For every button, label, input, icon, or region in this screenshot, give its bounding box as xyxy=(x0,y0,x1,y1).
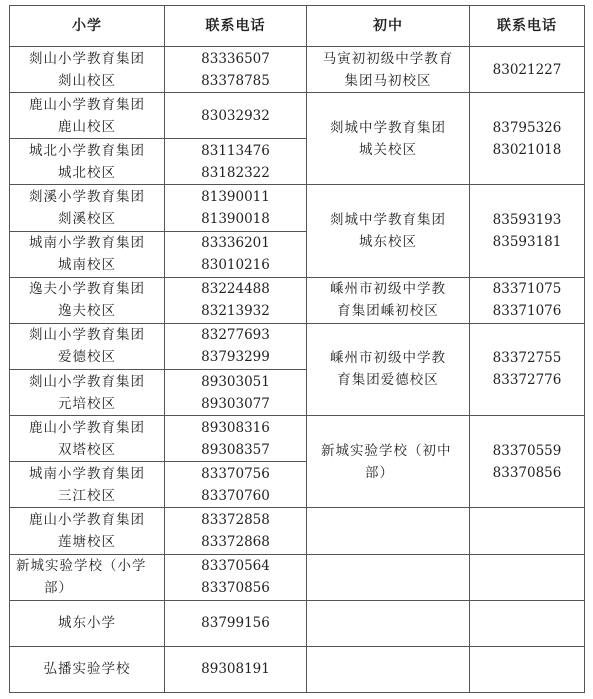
primary-school-name: 新城实验学校（小学 部） xyxy=(10,554,165,600)
middle-school-name: 剡城中学教育集团 城东校区 xyxy=(307,185,470,277)
middle-school-name: 嵊州市初级中学教 育集团嵊初校区 xyxy=(307,277,470,323)
middle-school-phone: 83593193 83593181 xyxy=(470,185,585,277)
middle-school-phone: 83371075 83371076 xyxy=(470,277,585,323)
primary-school-phone: 83224488 83213932 xyxy=(165,277,307,323)
table-row xyxy=(10,416,585,462)
primary-school-phone: 83113476 83182322 xyxy=(165,139,307,185)
header-primary-phone: 联系电话 xyxy=(165,6,307,47)
header-middle-phone: 联系电话 xyxy=(470,6,585,47)
primary-school-name: 剡山小学教育集团 剡山校区 xyxy=(10,47,165,93)
empty-cell xyxy=(470,646,585,692)
middle-school-phone: 83372755 83372776 xyxy=(470,323,585,415)
empty-cell xyxy=(307,554,470,600)
empty-cell xyxy=(470,554,585,600)
table-row xyxy=(10,47,585,93)
primary-school-phone: 83336507 83378785 xyxy=(165,47,307,93)
primary-school-phone: 83372858 83372868 xyxy=(165,508,307,554)
primary-school-name: 城北小学教育集团 城北校区 xyxy=(10,139,165,185)
primary-school-name: 鹿山小学教育集团 鹿山校区 xyxy=(10,93,165,139)
primary-school-name: 弘播实验学校 xyxy=(10,646,165,692)
primary-school-name: 鹿山小学教育集团 莲塘校区 xyxy=(10,508,165,554)
table-row xyxy=(10,508,585,554)
header-middle: 初中 xyxy=(307,6,470,47)
primary-school-name: 鹿山小学教育集团 双塔校区 xyxy=(10,416,165,462)
table-row xyxy=(10,600,585,646)
empty-cell xyxy=(307,600,470,646)
primary-school-phone: 89308316 89308357 xyxy=(165,416,307,462)
table-row xyxy=(10,323,585,369)
primary-school-name: 城南小学教育集团 三江校区 xyxy=(10,462,165,508)
middle-school-name: 新城实验学校（初中 部） xyxy=(307,416,470,508)
table-row xyxy=(10,277,585,323)
primary-school-name: 城南小学教育集团 城南校区 xyxy=(10,231,165,277)
middle-school-name: 剡城中学教育集团 城关校区 xyxy=(307,93,470,185)
school-contact-table xyxy=(9,5,585,693)
table-row xyxy=(10,93,585,139)
empty-cell xyxy=(470,600,585,646)
primary-school-phone: 83032932 xyxy=(165,93,307,139)
primary-school-name: 逸夫小学教育集团 逸夫校区 xyxy=(10,277,165,323)
middle-school-phone: 83370559 83370856 xyxy=(470,416,585,508)
primary-school-name: 剡山小学教育集团 爱德校区 xyxy=(10,323,165,369)
table-row xyxy=(10,554,585,600)
empty-cell xyxy=(307,646,470,692)
table-row xyxy=(10,646,585,692)
header-primary: 小学 xyxy=(10,6,165,47)
primary-school-name: 剡溪小学教育集团 剡溪校区 xyxy=(10,185,165,231)
primary-school-phone: 83799156 xyxy=(165,600,307,646)
primary-school-name: 剡山小学教育集团 元培校区 xyxy=(10,369,165,415)
middle-school-phone: 83795326 83021018 xyxy=(470,93,585,185)
primary-school-phone: 89303051 89303077 xyxy=(165,369,307,415)
primary-school-phone: 83370564 83370856 xyxy=(165,554,307,600)
primary-school-name: 城东小学 xyxy=(10,600,165,646)
empty-cell xyxy=(470,508,585,554)
middle-school-name: 马寅初初级中学教育 集团马初校区 xyxy=(307,47,470,93)
primary-school-phone: 83336201 83010216 xyxy=(165,231,307,277)
middle-school-name: 嵊州市初级中学教 育集团爱德校区 xyxy=(307,323,470,415)
primary-school-phone: 83370756 83370760 xyxy=(165,462,307,508)
empty-cell xyxy=(307,508,470,554)
primary-school-phone: 83277693 83793299 xyxy=(165,323,307,369)
header-row xyxy=(10,6,585,47)
middle-school-phone: 83021227 xyxy=(470,47,585,93)
primary-school-phone: 81390011 81390018 xyxy=(165,185,307,231)
table-row xyxy=(10,185,585,231)
primary-school-phone: 89308191 xyxy=(165,646,307,692)
